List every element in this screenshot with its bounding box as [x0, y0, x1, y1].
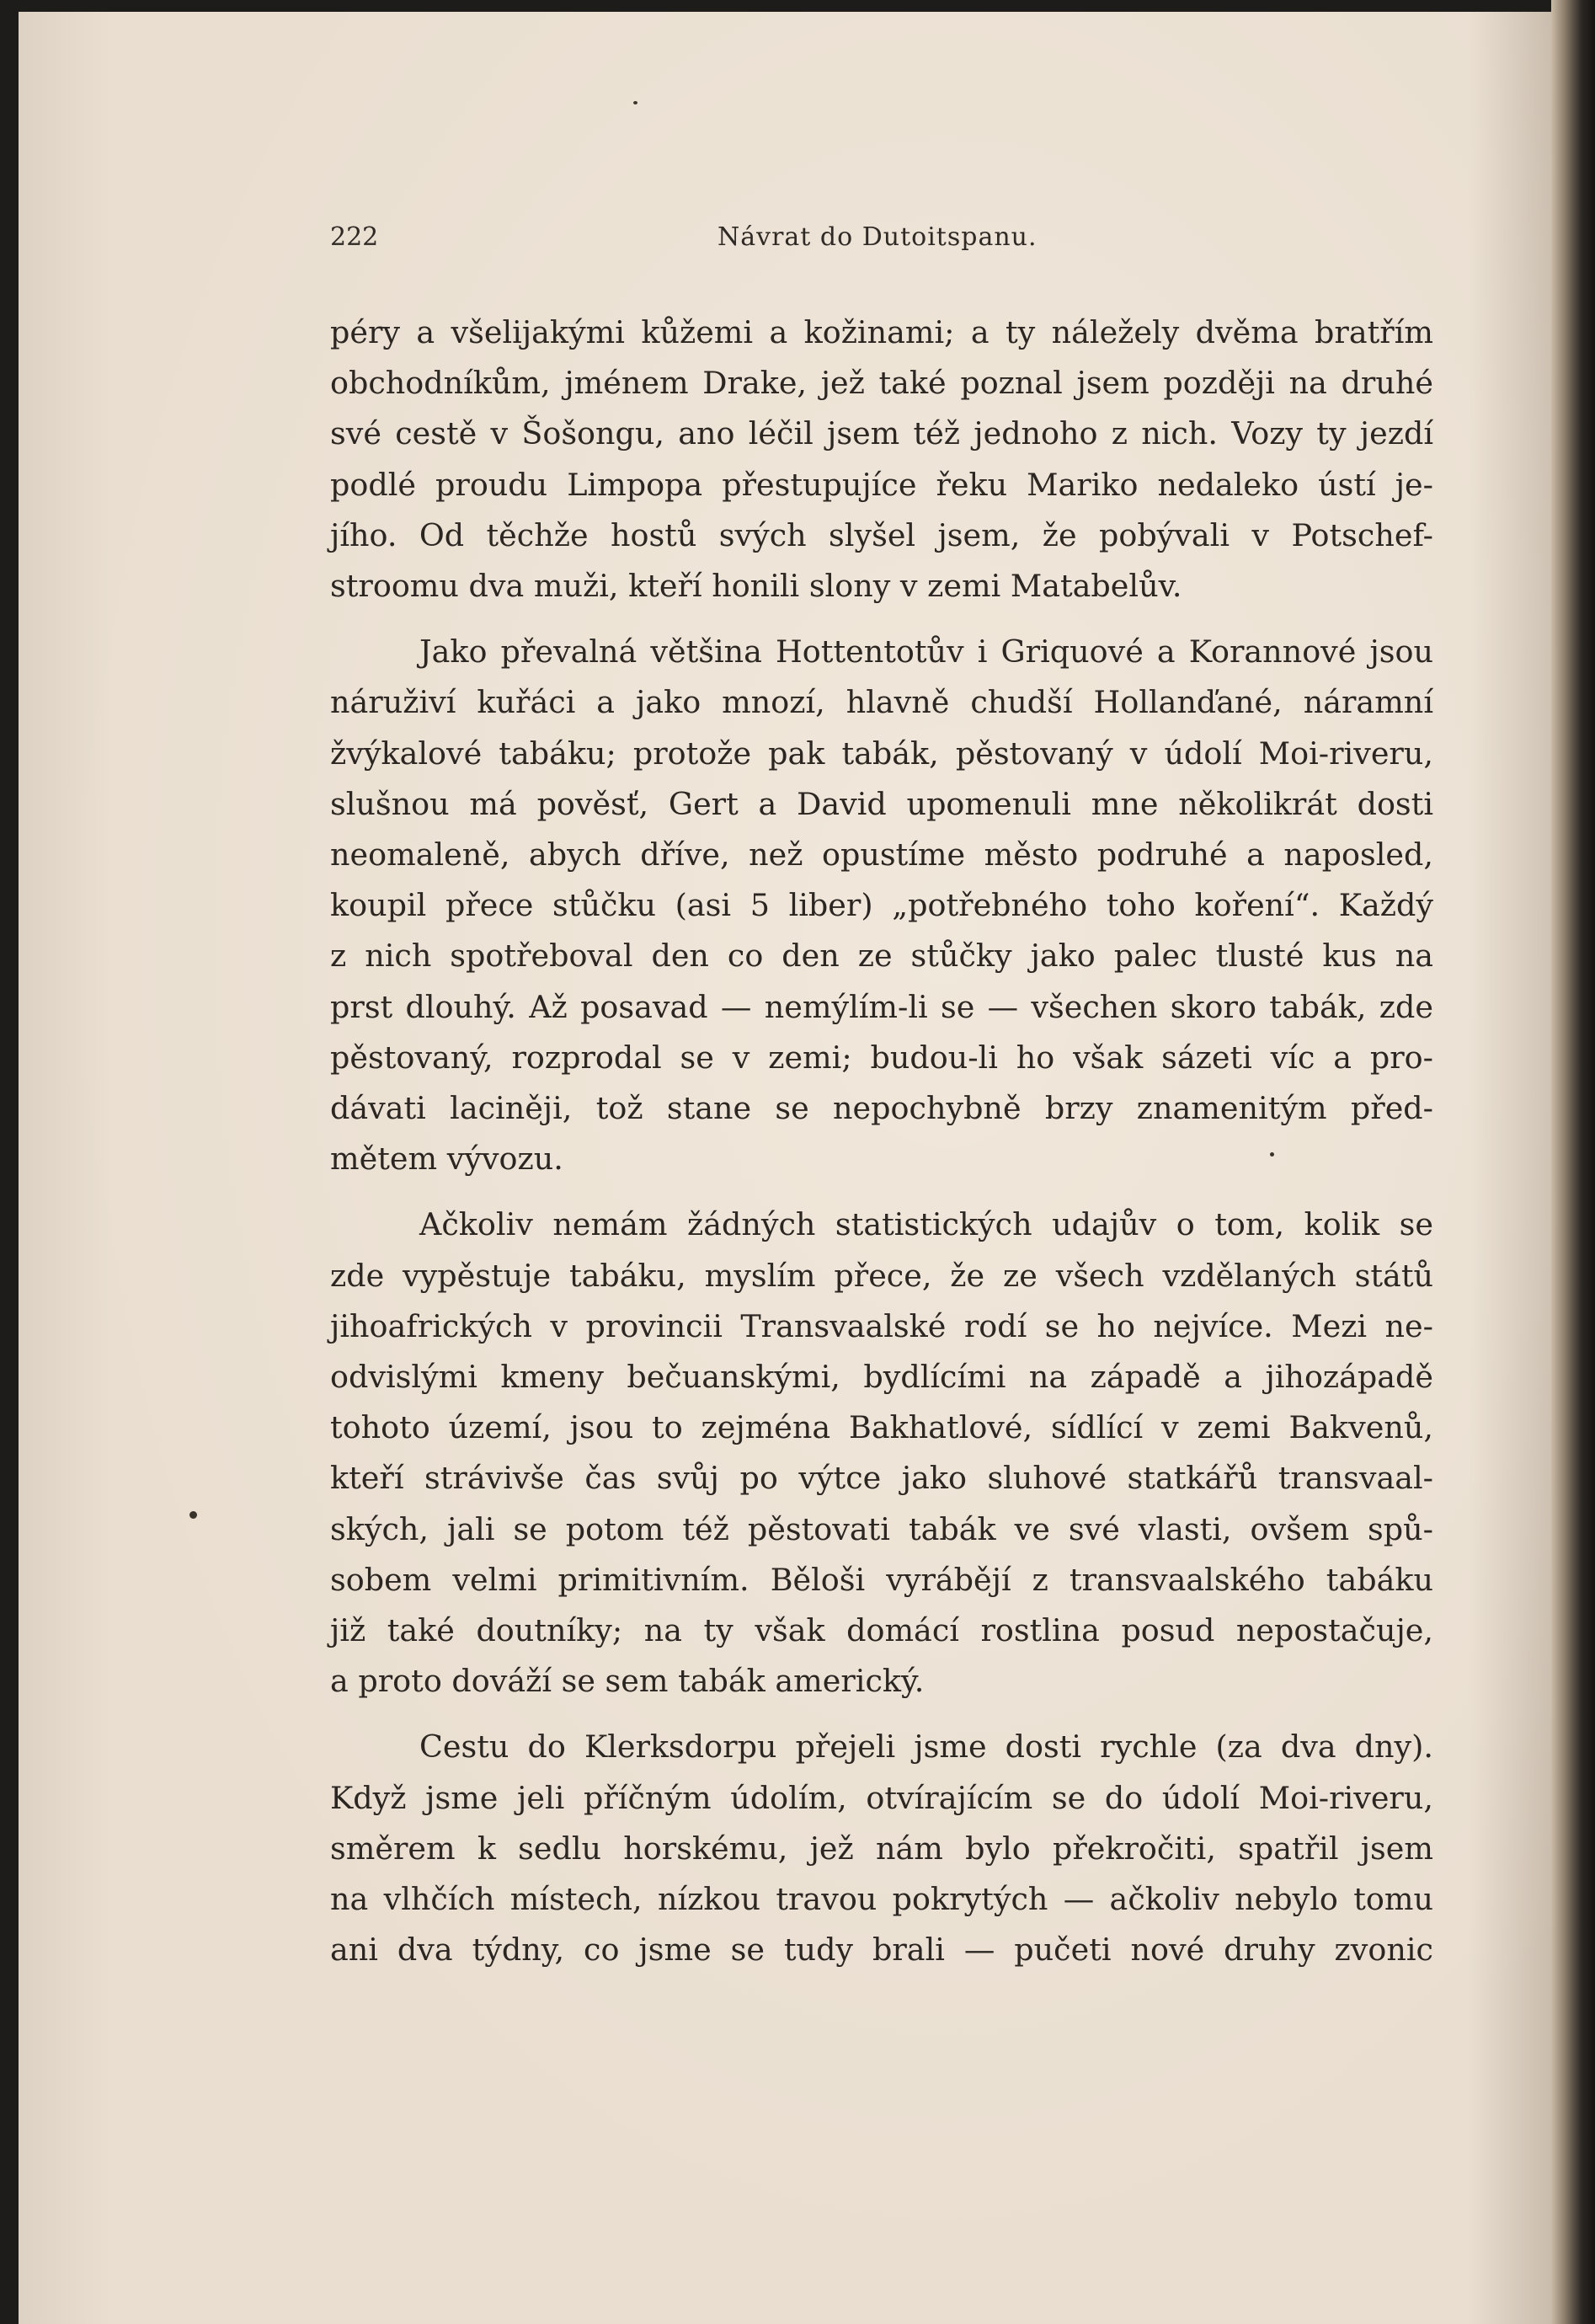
- text-line: Když jsme jeli příčným údolím, otvírajícím se do údolí Moi-riveru,: [330, 1779, 1433, 1816]
- text-line: jihoafrických v provincii Transvaalské rodí se ho nejvíce. Mezi ne-: [330, 1307, 1433, 1344]
- text-line: z nich spotřeboval den co den ze stůčky jako palec tlusté kus na: [330, 938, 1433, 975]
- text-line: slušnou má pověsť, Gert a David upomenuli mne několikrát dosti: [330, 785, 1433, 822]
- text-line: dávati laciněji, tož stane se nepochybně brzy znamenitým před-: [330, 1090, 1433, 1127]
- text-line: mětem vývozu.: [330, 1141, 563, 1178]
- ink-speck: [633, 101, 637, 104]
- paragraph: [330, 1199, 1433, 1707]
- body-text: [330, 307, 1433, 1991]
- text-line: směrem k sedlu horskému, jež nám bylo překročiti, spatřil jsem: [330, 1830, 1433, 1867]
- text-line: prst dlouhý. Až posavad — nemýlím-li se — všechen skoro tabák, zde: [330, 988, 1433, 1025]
- text-line: sobem velmi primitivním. Běloši vyrábějí z transvaalského tabáku: [330, 1561, 1433, 1598]
- text-line: již také doutníky; na ty však domácí rostlina posud nepostačuje,: [330, 1612, 1433, 1649]
- text-line: [330, 627, 1433, 677]
- text-line: pěstovaný, rozprodal se v zemi; budou-li ho však sázeti víc a pro-: [330, 1039, 1433, 1076]
- text-line: kteří strávivše čas svůj po výtce jako sluhové statkářů transvaal-: [330, 1460, 1433, 1497]
- text-line: jího. Od těchže hostů svých slyšel jsem, že pobývali v Potschef-: [330, 516, 1433, 553]
- text-line: a proto dováží se sem tabák americký.: [330, 1663, 925, 1700]
- text-line: péry a všelijakými kůžemi a kožinami; a ty náležely dvěma bratřím: [330, 314, 1433, 350]
- text-line: své cestě v Šošongu, ano léčil jsem též jednoho z nich. Vozy ty jezdí: [330, 415, 1433, 452]
- text-line: [330, 1722, 1433, 1772]
- running-title: Návrat do Dutoitspanu.: [717, 222, 1038, 252]
- text-line: na vlhčích místech, nízkou travou pokrytých — ačkoliv nebylo tomu: [330, 1881, 1433, 1918]
- page-number: 222: [330, 222, 379, 252]
- text-line: ských, jali se potom též pěstovati tabák ve své vlasti, ovšem spů-: [330, 1510, 1433, 1547]
- text-line: žvýkalové tabáku; protože pak tabák, pěstovaný v údolí Moi-riveru,: [330, 735, 1433, 772]
- text-line: náruživí kuřáci a jako mnozí, hlavně chudší Hollanďané, náramní: [330, 684, 1433, 721]
- text-line: obchodníkům, jménem Drake, jež také poznal jsem později na druhé: [330, 365, 1433, 402]
- ink-speck: [189, 1511, 197, 1519]
- text-line: odvislými kmeny bečuanskými, bydlícími na západě a jihozápadě: [330, 1359, 1433, 1396]
- text-line: ani dva týdny, co jsme se tudy brali — pučeti nové druhy zvonic: [330, 1931, 1433, 1969]
- paragraph: [330, 627, 1433, 1184]
- text-line: podlé proudu Limpopa přestupujíce řeku Mariko nedaleko ústí je-: [330, 466, 1433, 503]
- running-head: [330, 222, 1433, 264]
- text-line: neomaleně, abych dříve, než opustíme město podruhé a naposled,: [330, 836, 1433, 874]
- text-line: [330, 1199, 1433, 1250]
- text-line-content: Ačkoliv nemám žádných statistických udajův o tom, kolik se: [419, 1206, 1433, 1243]
- paragraph: [330, 307, 1433, 612]
- text-line-content: Cestu do Klerksdorpu přejeli jsme dosti rychle (za dva dny).: [419, 1728, 1433, 1766]
- paragraph: [330, 1722, 1433, 1975]
- page-fore-edge: [1551, 0, 1595, 2324]
- text-line: tohoto území, jsou to zejména Bakhatlové, sídlící v zemi Bakvenů,: [330, 1409, 1433, 1446]
- text-line: zde vypěstuje tabáku, myslím přece, že ze všech vzdělaných států: [330, 1257, 1433, 1294]
- text-line-content: Jako převalná většina Hottentotův i Griquové a Korannové jsou: [419, 633, 1433, 670]
- text-line: koupil přece stůčku (asi 5 liber) „potřebného toho koření“. Každý: [330, 887, 1433, 924]
- text-line: stroomu dva muži, kteří honili slony v zemi Matabelův.: [330, 568, 1182, 605]
